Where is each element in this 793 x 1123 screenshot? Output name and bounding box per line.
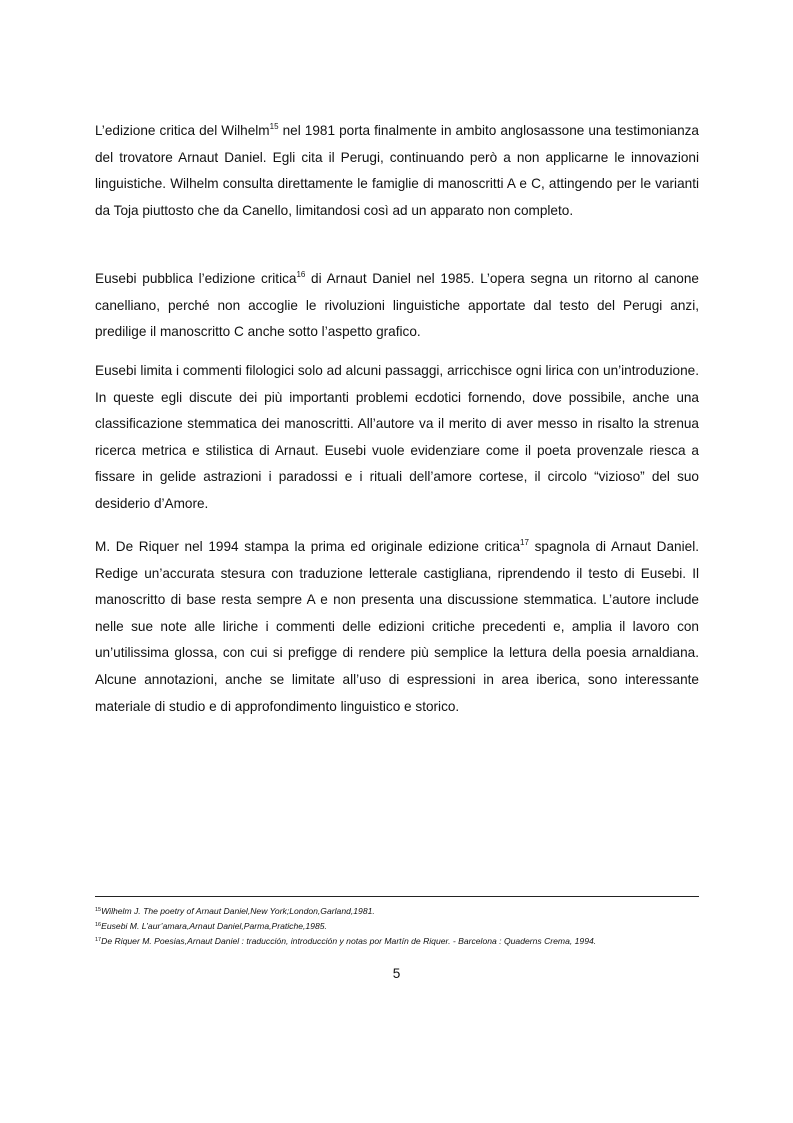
paragraph-text: Eusebi pubblica l’edizione critica	[95, 271, 297, 286]
footnote-16	[95, 919, 699, 934]
footnote-17	[95, 934, 699, 949]
footnote-ref-17: 17	[520, 538, 529, 547]
footnote-text: De Riquer M. Poesias,Arnaut Daniel : traducción, introducción y notas por Martín de Riquer. - Barcelona : Quaderns Crema, 1994.	[101, 936, 597, 946]
paragraph-text: di Arnaut Daniel nel 1985. L’opera segna un ritorno al canone canelliano, perché non accoglie le rivoluzioni linguistiche apportate dal testo del Perugi anzi, predilige il manoscritto C anche sotto l’aspetto grafico.	[95, 271, 699, 340]
footnote-ref-16: 16	[296, 270, 306, 279]
paragraph-de-riquer	[95, 534, 699, 720]
paragraph-wilhelm	[95, 118, 699, 224]
paragraph-text: nel 1981 porta finalmente in ambito anglosassone una testimonianza del trovatore Arnaut Daniel. Egli cita il Perugi, continuando però a non applicarne le innovazioni linguistiche. Wilhelm consulta direttamente le famiglie di manoscritti A e C, attingendo per le varianti da Toja piuttosto che da Canello, limitandosi così ad un apparato non completo.	[95, 123, 699, 218]
footnote-15	[95, 904, 699, 919]
paragraph-text: M. De Riquer nel 1994 stampa la prima ed originale edizione critica	[95, 539, 521, 554]
footnotes	[95, 904, 699, 949]
paragraph-text: Eusebi limita i commenti filologici solo ad alcuni passaggi, arricchisce ogni lirica con un’introduzione. In queste egli discute dei più importanti problemi ecdotici fornendo, dove possibile, anche una classificazione stemmatica dei manoscritti. All’autore va il merito di aver messo in risalto la strenua ricerca metrica e stilistica di Arnaut. Eusebi vuole evidenziare come il poeta provenzale riesca a fissare in gelide astrazioni i paradossi e i rituali dell’amore cortese, il circolo “vizioso” del suo desiderio d’Amore.	[95, 363, 699, 511]
page-number: 5	[392, 966, 401, 981]
footnote-number: 16	[95, 922, 102, 928]
footnote-number: 15	[95, 907, 102, 913]
footnote-ref-15: 15	[269, 122, 279, 131]
paragraph-text: spagnola di Arnaut Daniel. Redige un’accurata stesura con traduzione letterale castigliana, riprendendo il testo di Eusebi. Il manoscritto di base resta sempre A e non presenta una discussione stemmatica. L’autore include nelle sue note alle liriche i commenti delle edizioni critiche precedenti e, amplia il lavoro con un’utilissima glossa, con cui si prefigge di rendere più semplice la lettura della poesia arnaldiana. Alcune annotazioni, anche se limitate all’uso di espressioni in area iberica, sono interessante materiale di studio e di approfondimento linguistico e storico.	[95, 539, 699, 714]
footnote-text: Eusebi M. L’aur’amara,Arnaut Daniel,Parma,Pratiche,1985.	[101, 921, 327, 931]
paragraph-eusebi-edition	[95, 266, 699, 346]
paragraph-text: L’edizione critica del Wilhelm	[95, 123, 270, 138]
footnote-text: Wilhelm J. The poetry of Arnaut Daniel,New York;London,Garland,1981.	[101, 906, 375, 916]
footnote-separator	[95, 896, 699, 897]
paragraph-eusebi-commentary	[95, 358, 699, 518]
footnote-number: 17	[95, 937, 102, 943]
